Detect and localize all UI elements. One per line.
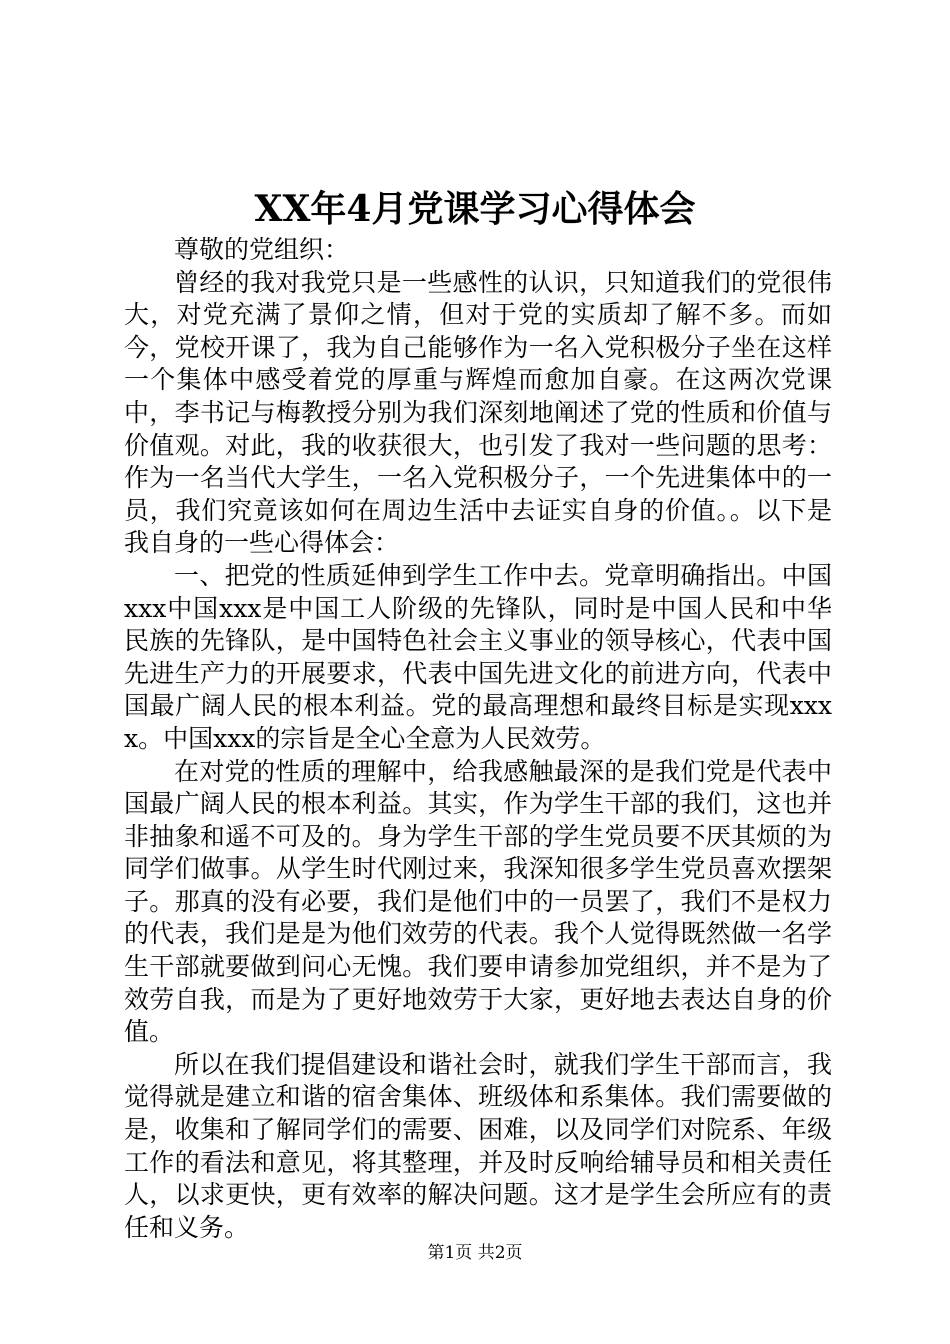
document-body (124, 234, 832, 1244)
paragraph-4: 所以在我们提倡建设和谐社会时，就我们学生干部而言，我觉得就是建立和谐的宿舍集体、班级体和系集体。我们需要做的是，收集和了解同学们的需要、困难，以及同学们对院系、年级工作的看法和意见，将其整理，并及时反响给辅导员和相关责任人，以求更快，更有效率的解决问题。这才是学生会所应有的责任和义务。 (124, 1049, 832, 1242)
salutation: 尊敬的党组织： (174, 235, 350, 264)
paragraph-3: 在对党的性质的理解中，给我感触最深的是我们党是代表中国最广阔人民的根本利益。其实，作为学生干部的我们，这也并非抽象和遥不可及的。身为学生干部的学生党员要不厌其烦的为同学们做事。从学生时代刚过来，我深知很多学生党员喜欢摆架子。那真的没有必要，我们是他们中的一员罢了，我们不是权力的代表，我们是是为他们效劳的代表。我个人觉得既然做一名学生干部就要做到问心无愧。我们要申请参加党组织，并不是为了效劳自我，而是为了更好地效劳于大家，更好地去表达自身的价值。 (124, 756, 832, 1047)
page-footer: 第1页 共2页 (427, 1243, 523, 1263)
document-title: XX年4月党课学习心得体会 (254, 188, 696, 230)
paragraph-1: 曾经的我对我党只是一些感性的认识，只知道我们的党很伟大，对党充满了景仰之情，但对于党的实质却了解不多。而如今，党校开课了，我为自己能够作为一名入党积极分子坐在这样一个集体中感受着党的厚重与辉煌而愈加自豪。在这两次党课中，李书记与梅教授分别为我们深刻地阐述了党的性质和价值与价值观。对此，我的收获很大，也引发了我对一些问题的思考：作为一名当代大学生，一名入党积极分子，一个先进集体中的一员，我们究竟该如何在周边生活中去证实自身的价值。。以下是我自身的一些心得体会： (124, 267, 832, 558)
paragraph-2: 一、把党的性质延伸到学生工作中去。党章明确指出。中国xxx中国xxx是中国工人阶级的先锋队，同时是中国人民和中华民族的先锋队，是中国特色社会主义事业的领导核心，代表中国先进生产力的开展要求，代表中国先进文化的前进方向，代表中国最广阔人民的根本利益。党的最高理想和最终目标是实现xxxx。中国xxx的宗旨是全心全意为人民效劳。 (124, 560, 832, 753)
